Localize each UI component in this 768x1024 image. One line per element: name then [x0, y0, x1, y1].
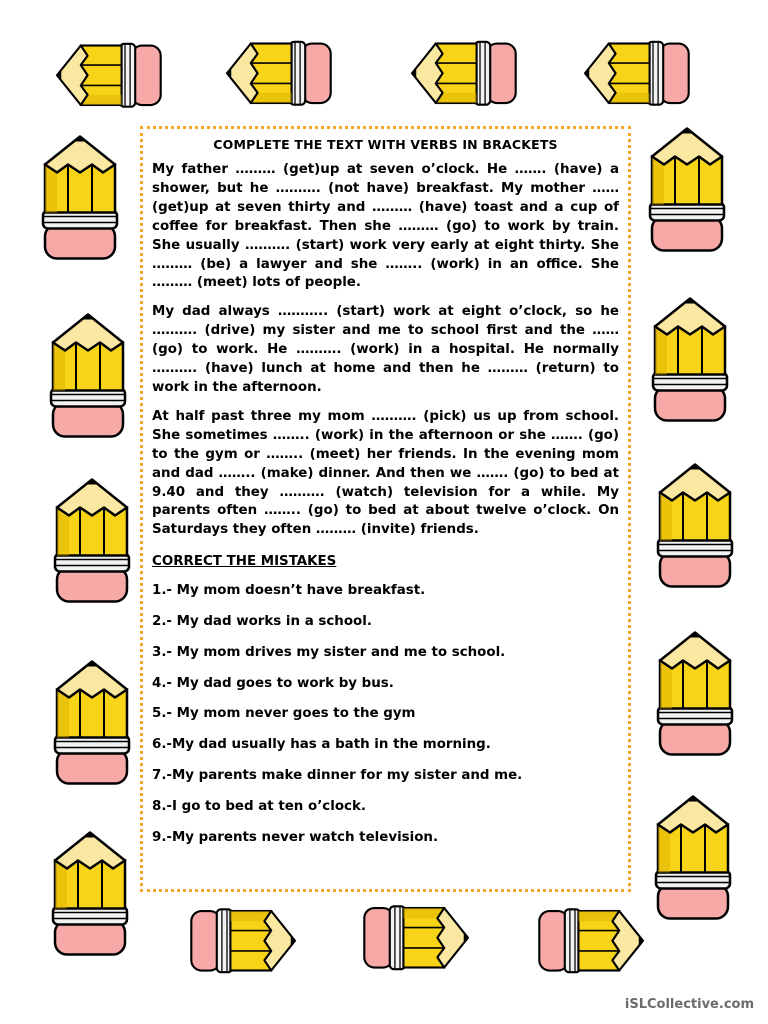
- pencil-icon: [655, 626, 735, 761]
- paragraph-2: My dad always ……….. (start) work at eight o’clock, so he ………. (drive) my sister and me to school first and the …… (go) to work. He ………. (work) in a hospital. He normally ………. (have) lunch at home and then he ……… (return) to work in the afternoon.: [152, 304, 619, 395]
- pencil-icon: [653, 790, 733, 925]
- pencil-icon: [32, 30, 192, 110]
- mistake-item: 2.- My dad works in a school.: [152, 614, 372, 630]
- pencil-icon: [52, 473, 132, 608]
- mistake-item: 7.-My parents make dinner for my sister and me.: [152, 768, 523, 783]
- mistake-item: 6.-My dad usually has a bath in the morning.: [152, 737, 491, 753]
- pencil-icon: [50, 826, 130, 961]
- mistake-item: 5.- My mom never goes to the gym: [152, 706, 416, 722]
- pencil-icon: [202, 28, 362, 108]
- pencil-icon: [647, 122, 727, 257]
- pencil-icon: [655, 458, 735, 593]
- worksheet-title: COMPLETE THE TEXT WITH VERBS IN BRACKETS: [213, 137, 558, 152]
- mistake-item: 8.-I go to bed at ten o’clock.: [152, 798, 366, 814]
- mistake-item: 3.- My mom drives my sister and me to school.: [152, 644, 506, 660]
- pencil-icon: [48, 308, 128, 443]
- watermark: iSLCollective.com: [624, 997, 754, 1012]
- pencil-icon: [650, 292, 730, 427]
- mistake-item: 1.- My mom doesn’t have breakfast.: [152, 583, 426, 599]
- mistakes-title: CORRECT THE MISTAKES: [152, 554, 337, 570]
- pencil-icon: [333, 903, 493, 983]
- pencil-icon: [508, 906, 668, 986]
- mistake-item: 9.-My parents never watch television.: [152, 829, 439, 845]
- worksheet-panel: [140, 126, 631, 892]
- mistake-item: 4.- My dad goes to work by bus.: [152, 675, 394, 691]
- pencil-icon: [40, 130, 120, 265]
- pencil-icon: [160, 906, 320, 986]
- pencil-icon: [52, 655, 132, 790]
- paragraph-1: My father ……… (get)up at seven o’clock. He ……. (have) a shower, but he ………. (not have) breakfast. My mother …… (get)up at seven thirty and ……… (have) toast and a cup of coffee for breakfast. Then she ……… (go) to work by train. She usually ………. (start) work very early at eight thirty. She ……… (be) a lawyer and she …….. (work) in an office. She ……… (meet) lots of people.: [152, 162, 619, 291]
- pencil-icon: [560, 28, 720, 108]
- pencil-icon: [387, 28, 547, 108]
- paragraph-3: At half past three my mom ………. (pick) us up from school. She sometimes …….. (work) in the afternoon or she ……. (go) to the gym or …….. (meet) her friends. In the evening mom and dad …….. (make) dinner. And then we ……. (go) to bed at 9.40 and they ………. (watch) television for a while. My parents often …….. (go) to bed at about twelve o’clock. On Saturdays they often ……… (invite) friends.: [152, 408, 619, 538]
